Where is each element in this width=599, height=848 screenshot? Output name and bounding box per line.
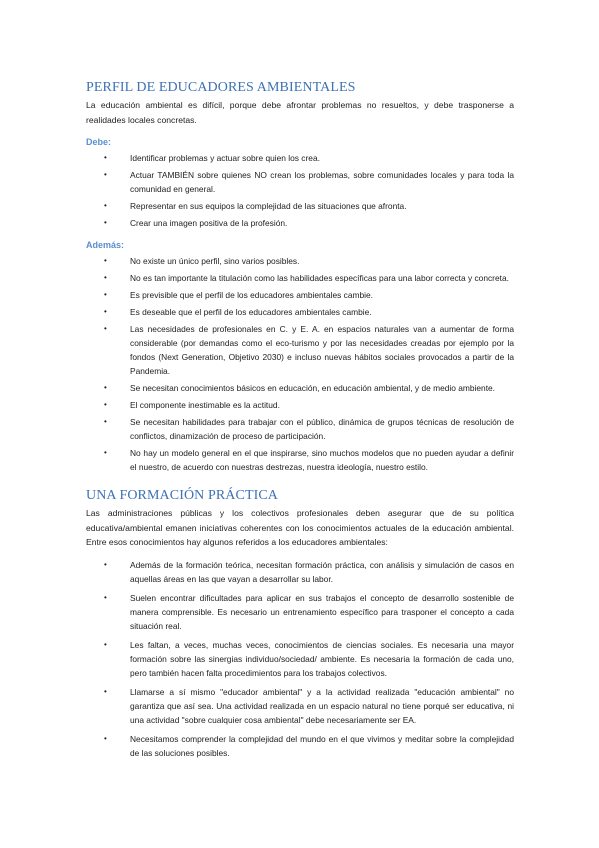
bullet-icon: • bbox=[104, 290, 107, 299]
bullet-icon: • bbox=[104, 559, 107, 569]
ademas-heading: Además: bbox=[86, 240, 125, 250]
list-item: • Es previsible que el perfil de los educadores ambientales cambie. bbox=[104, 290, 374, 300]
bullet-icon: • bbox=[104, 256, 107, 265]
bullet-icon: • bbox=[104, 201, 107, 210]
list-item: • Representar en sus equipos la complejidad de las situaciones que afronta. bbox=[104, 201, 407, 211]
debe-list bbox=[86, 151, 514, 230]
list-item: • Suelen encontrar dificultades para aplicar en sus trabajos el concepto de desarrollo sostenible de manera comprensible. Es necesario un entrenamiento específico para trasponer el concepto a cada situación real. bbox=[104, 592, 514, 631]
bullet-icon: • bbox=[104, 639, 107, 649]
bullet-icon: • bbox=[104, 307, 107, 316]
list-item: • Identificar problemas y actuar sobre quien los crea. bbox=[104, 153, 320, 163]
list-item: • El componente inestimable es la actitud. bbox=[104, 400, 280, 410]
bullet-icon: • bbox=[104, 218, 107, 227]
list-item: • Les faltan, a veces, muchas veces, conocimientos de ciencias sociales. Es necesaria una mayor formación sobre las sinergias individuo/sociedad/ ambiente. Es necesaria la formación de cada uno, pero también hacen falta procedimientos para los trabajos colectivos. bbox=[104, 639, 514, 678]
bullet-icon: • bbox=[104, 400, 107, 409]
intro-paragraph: La educación ambiental es difícil, porque debe afrontar problemas no resueltos, y debe trasponerse a realidades locales concretas. bbox=[86, 100, 514, 125]
bullet-icon: • bbox=[104, 273, 107, 282]
section-title-perfil: PERFIL DE EDUCADORES AMBIENTALES bbox=[86, 80, 356, 95]
bullet-icon: • bbox=[104, 686, 107, 696]
list-item: • Se necesitan conocimientos básicos en educación, en educación ambiental, y de medio ambiente. bbox=[104, 383, 496, 393]
bullet-icon: • bbox=[104, 153, 107, 162]
list-item: • Actuar TAMBIÉN sobre quienes NO crean los problemas, sobre comunidades locales y para toda la comunidad en general. bbox=[104, 170, 514, 194]
bullet-icon: • bbox=[104, 733, 107, 743]
list-item: • Crear una imagen positiva de la profesión. bbox=[104, 218, 288, 228]
list-item: • Además de la formación teórica, necesitan formación práctica, con análisis y simulación de casos en aquellas áreas en las que vayan a desarrollar su labor. bbox=[104, 559, 514, 584]
bullet-icon: • bbox=[104, 324, 107, 333]
section-title-formacion: UNA FORMACIÓN PRÁCTICA bbox=[86, 488, 279, 503]
bullet-icon: • bbox=[104, 417, 107, 426]
bullet-icon: • bbox=[104, 448, 107, 457]
list-item: • No hay un modelo general en el que inspirarse, sino muchos modelos que no pueden ayudar a definir el nuestro, de acuerdo con nuestras destrezas, nuestra ideología, nuestro estilo. bbox=[104, 448, 514, 472]
list-item: • No es tan importante la titulación como las habilidades específicas para una labor correcta y concreta. bbox=[104, 273, 509, 283]
document-page bbox=[86, 80, 514, 765]
bullet-icon: • bbox=[104, 383, 107, 392]
debe-heading: Debe: bbox=[86, 137, 112, 147]
list-item: • Necesitamos comprender la complejidad del mundo en el que vivimos y meditar sobre la complejidad de las soluciones posibles. bbox=[104, 733, 514, 758]
section-formacion bbox=[86, 488, 514, 760]
formacion-list bbox=[86, 558, 514, 760]
list-item: • No existe un único perfil, sino varios posibles. bbox=[104, 256, 300, 266]
formacion-intro-paragraph: Las administraciones públicas y los colectivos profesionales deben asegurar que de su política educativa/ambiental emanen iniciativas coherentes con los conocimientos actuales de la educación ambiental. Entre esos conocimientos hay algunos referidos a los educadores ambientales: bbox=[86, 508, 514, 547]
list-item: • Se necesitan habilidades para trabajar con el público, dinámica de grupos técnicas de resolución de conflictos, dinamización de proceso de participación. bbox=[104, 417, 514, 441]
bullet-icon: • bbox=[104, 170, 107, 179]
bullet-icon: • bbox=[104, 592, 107, 602]
list-item: • Llamarse a sí mismo "educador ambiental" y a la actividad realizada "educación ambiental" no garantiza que así sea. Una actividad realizada en un espacio natural no tiene porqué ser educativa, ni una actividad "sobre cualquier cosa ambiental" debe necesariamente ser EA. bbox=[104, 686, 514, 725]
list-item: • Las necesidades de profesionales en C. y E. A. en espacios naturales van a aumentar de forma considerable (por demandas como el eco-turismo y por las necesidades creadas por ejemplo por la fondos (Next Generation, Objetivo 2030) e incluso nuevas hábitos sociales provocados a partir de la Pandemia. bbox=[104, 324, 514, 376]
list-item: • Es deseable que el perfil de los educadores ambientales cambie. bbox=[104, 307, 372, 317]
ademas-list bbox=[86, 254, 514, 474]
